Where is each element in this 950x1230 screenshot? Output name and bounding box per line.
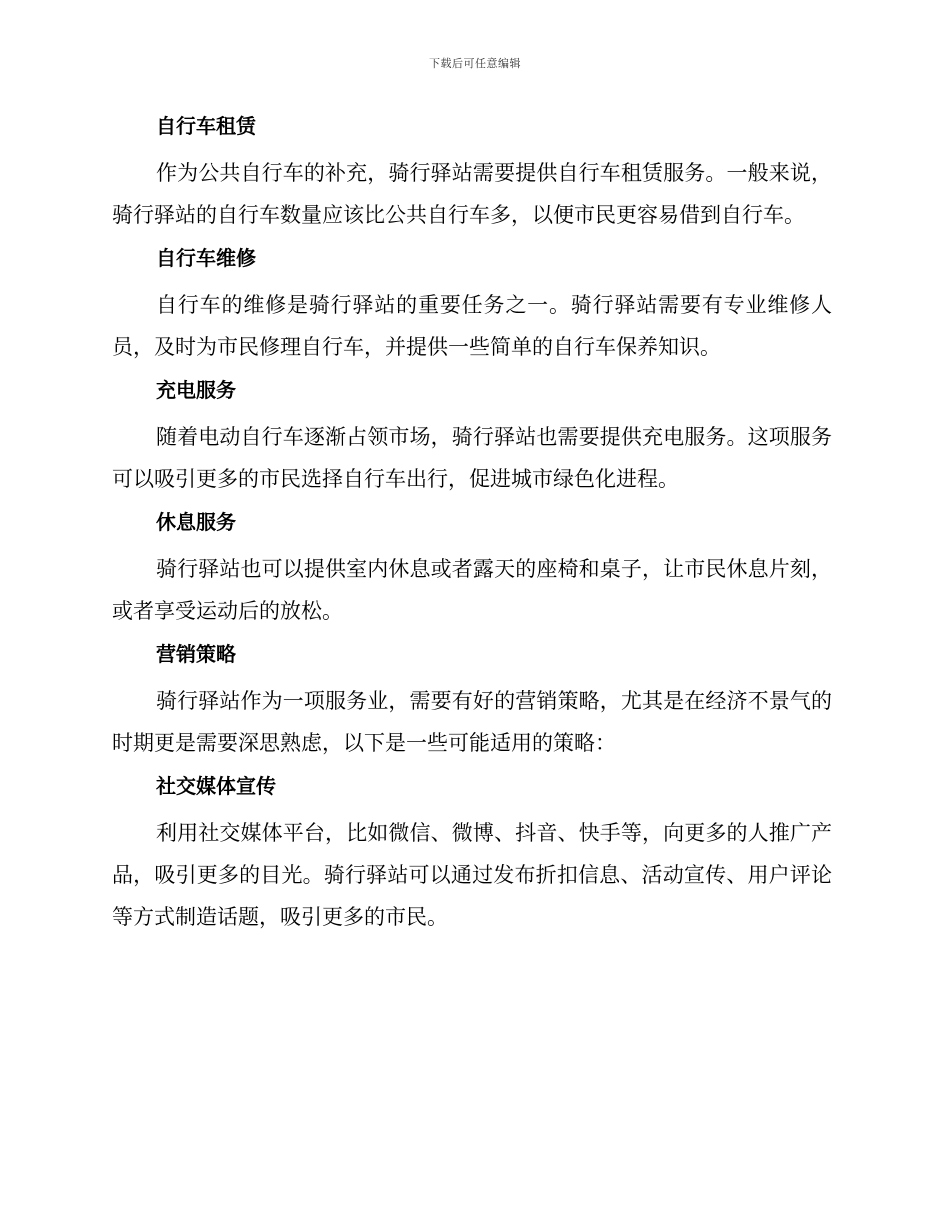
section-heading: 充电服务 [156,378,236,402]
section-paragraph: 作为公共自行车的补充，骑行驿站需要提供自行车租赁服务。一般来说，骑行驿站的自行车数量应该比公共自行车多，以便市民更容易借到自行车。 [112,161,832,227]
section-marketing-strategy [112,638,832,770]
document-body [112,110,832,938]
section-rest-service [112,506,832,638]
section-heading: 营销策略 [156,642,236,666]
section-paragraph: 利用社交媒体平台，比如微信、微博、抖音、快手等，向更多的人推广产品，吸引更多的目光。骑行驿站可以通过发布折扣信息、活动宣传、用户评论等方式制造话题，吸引更多的市民。 [112,821,832,929]
section-heading: 自行车维修 [156,246,256,270]
section-paragraph: 随着电动自行车逐渐占领市场，骑行驿站也需要提供充电服务。这项服务可以吸引更多的市民选择自行车出行，促进城市绿色化进程。 [112,425,832,491]
section-heading: 休息服务 [156,510,236,534]
section-paragraph: 骑行驿站作为一项服务业，需要有好的营销策略，尤其是在经济不景气的时期更是需要深思熟虑，以下是一些可能适用的策略： [112,689,832,755]
header-note: 下载后可任意编辑 [429,57,521,70]
section-heading: 自行车租赁 [156,114,256,138]
section-bike-rental [112,110,832,242]
section-social-media [112,770,832,938]
section-paragraph: 自行车的维修是骑行驿站的重要任务之一。骑行驿站需要有专业维修人员，及时为市民修理自行车，并提供一些简单的自行车保养知识。 [112,293,832,359]
section-paragraph: 骑行驿站也可以提供室内休息或者露天的座椅和桌子，让市民休息片刻，或者享受运动后的放松。 [112,557,832,623]
section-bike-repair [112,242,832,374]
section-charging-service [112,374,832,506]
section-heading: 社交媒体宣传 [156,774,276,798]
